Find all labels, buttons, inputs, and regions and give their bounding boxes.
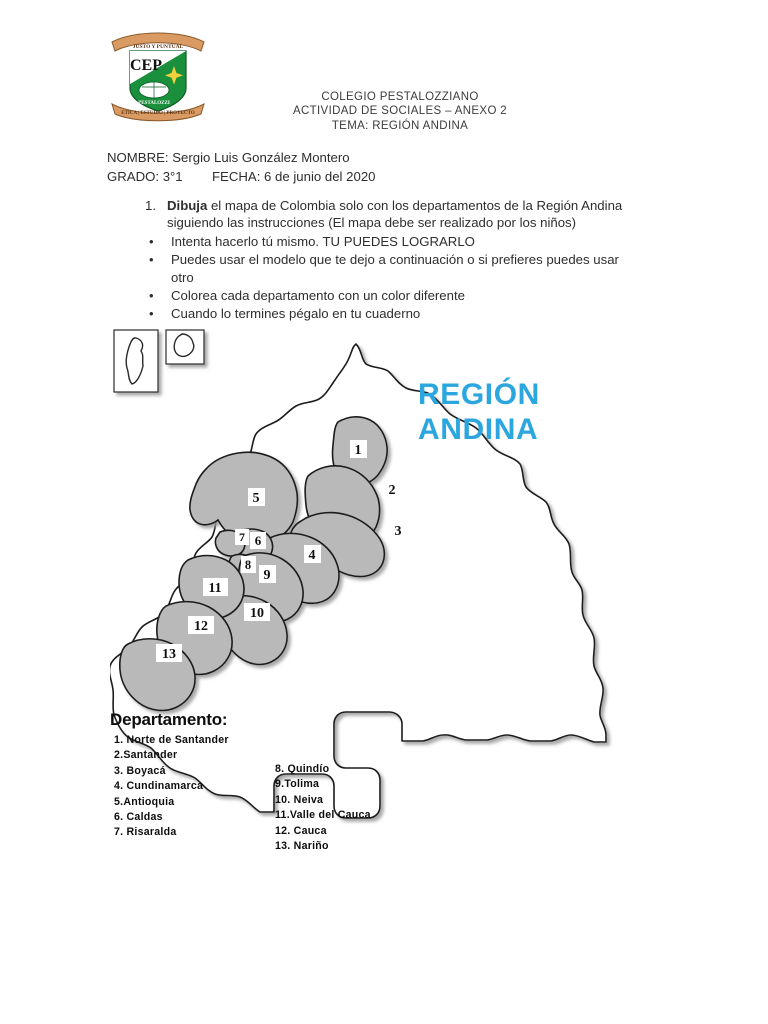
bullet-text: Puedes usar el modelo que te dejo a continuación o si prefieres puedes usar otro	[171, 252, 619, 285]
header-line-school: COLEGIO PESTALOZZIANO	[321, 91, 479, 103]
grade-value: 3°1	[162, 169, 183, 184]
legend-column-left	[114, 733, 229, 841]
document-header	[160, 90, 640, 133]
svg-text:CEP: CEP	[130, 57, 162, 74]
svg-text:12: 12	[194, 619, 208, 634]
svg-text:ETICA | ESTUDIO | PROYECTO: ETICA | ESTUDIO | PROYECTO	[121, 111, 195, 116]
legend-entry-8: 8. Quindío	[275, 763, 330, 775]
list-item	[145, 305, 637, 322]
legend-entry-4: 4. Cundinamarca	[114, 780, 204, 793]
map-number-13	[156, 644, 182, 662]
bullet-glyph: •	[149, 252, 154, 268]
legend-entry-5: 5.Antioquia	[114, 795, 175, 808]
map-number-11	[203, 578, 228, 596]
name-value: Sergio Luis González Montero	[172, 150, 350, 165]
instruction-bullet-list	[145, 233, 637, 323]
bullet-text: Colorea cada departamento con un color diferente	[171, 288, 465, 304]
svg-text:JUSTO Y PUNTUAL: JUSTO Y PUNTUAL	[132, 44, 184, 50]
map-title-line2: ANDINA	[418, 413, 539, 446]
legend-entry-6: 6. Caldas	[114, 811, 163, 824]
instruction-text	[167, 197, 637, 232]
legend-entry-7: 7. Risaralda	[114, 826, 177, 839]
map-number-9	[259, 565, 276, 583]
island-shape-providencia	[174, 334, 194, 356]
bullet-glyph: •	[149, 306, 154, 322]
svg-text:7: 7	[239, 530, 245, 544]
map-number-5	[248, 488, 265, 506]
svg-text:10: 10	[250, 606, 264, 621]
svg-text:11: 11	[208, 581, 222, 596]
date-label: FECHA:	[212, 169, 261, 184]
svg-text:5: 5	[252, 491, 260, 506]
bullet-glyph: •	[149, 233, 154, 249]
legend-entry-9: 9.Tolima	[275, 778, 320, 791]
map-number-3	[390, 521, 407, 539]
svg-text:2: 2	[388, 483, 396, 498]
svg-text:1: 1	[354, 443, 362, 458]
bullet-glyph: •	[149, 288, 154, 304]
legend-entry-3: 3. Boyacá	[114, 764, 166, 777]
svg-text:PESTALOZZI: PESTALOZZI	[138, 101, 170, 106]
svg-text:3: 3	[394, 524, 402, 539]
name-label: NOMBRE:	[107, 150, 169, 165]
list-item	[145, 287, 637, 304]
map-number-1	[350, 440, 367, 458]
legend-column-right	[275, 762, 371, 854]
header-line-activity: ACTIVIDAD DE SOCIALES – ANEXO 2	[292, 105, 508, 118]
department-legend	[110, 710, 420, 853]
grade-label: GRADO:	[107, 169, 160, 184]
legend-entry-12: 12. Cauca	[275, 824, 327, 837]
bullet-text: Intenta hacerlo tú mismo. TU PUEDES LOGRARLO	[171, 233, 475, 249]
map-number-12	[188, 616, 214, 634]
map-number-8	[241, 556, 256, 573]
svg-text:4: 4	[308, 548, 316, 563]
legend-entry-2: 2.Santander	[114, 749, 178, 762]
legend-title: Departamento:	[110, 710, 228, 729]
map-title-line1: REGIÓN	[418, 378, 540, 411]
list-number: 1.	[145, 198, 156, 213]
instructions-block	[107, 197, 637, 323]
svg-text:6: 6	[254, 533, 262, 548]
legend-entry-11: 11.Valle del Cauca	[275, 809, 371, 822]
list-item	[145, 233, 637, 250]
grade-date-line	[107, 167, 376, 186]
legend-entry-10: 10. Neiva	[275, 793, 324, 806]
svg-text:8: 8	[244, 558, 252, 572]
list-item	[145, 251, 637, 286]
map-number-2	[384, 480, 401, 498]
map-title	[418, 377, 540, 447]
instruction-numbered-item	[145, 197, 637, 232]
bullet-text: Cuando lo termines pégalo en tu cuaderno	[171, 306, 421, 322]
svg-text:13: 13	[162, 647, 176, 662]
map-number-4	[304, 545, 321, 563]
map-number-10	[244, 603, 270, 621]
student-name-line	[107, 148, 376, 167]
date-value: 6 de junio del 2020	[264, 169, 376, 184]
student-info	[107, 148, 376, 186]
svg-text:9: 9	[263, 568, 271, 583]
island-insets	[114, 330, 204, 392]
legend-entry-1: 1. Norte de Santander	[114, 734, 229, 746]
instruction-rest: el mapa de Colombia solo con los departamentos de la Región Andina siguiendo las instrucciones (El mapa debe ser realizado por los niños)	[167, 198, 623, 231]
map-number-7	[235, 529, 249, 545]
map-number-6	[250, 532, 266, 549]
legend-entry-13: 13. Nariño	[275, 840, 329, 853]
header-line-topic: TEMA: REGIÓN ANDINA	[331, 119, 469, 132]
instruction-bold-lead: Dibuja	[167, 198, 208, 213]
